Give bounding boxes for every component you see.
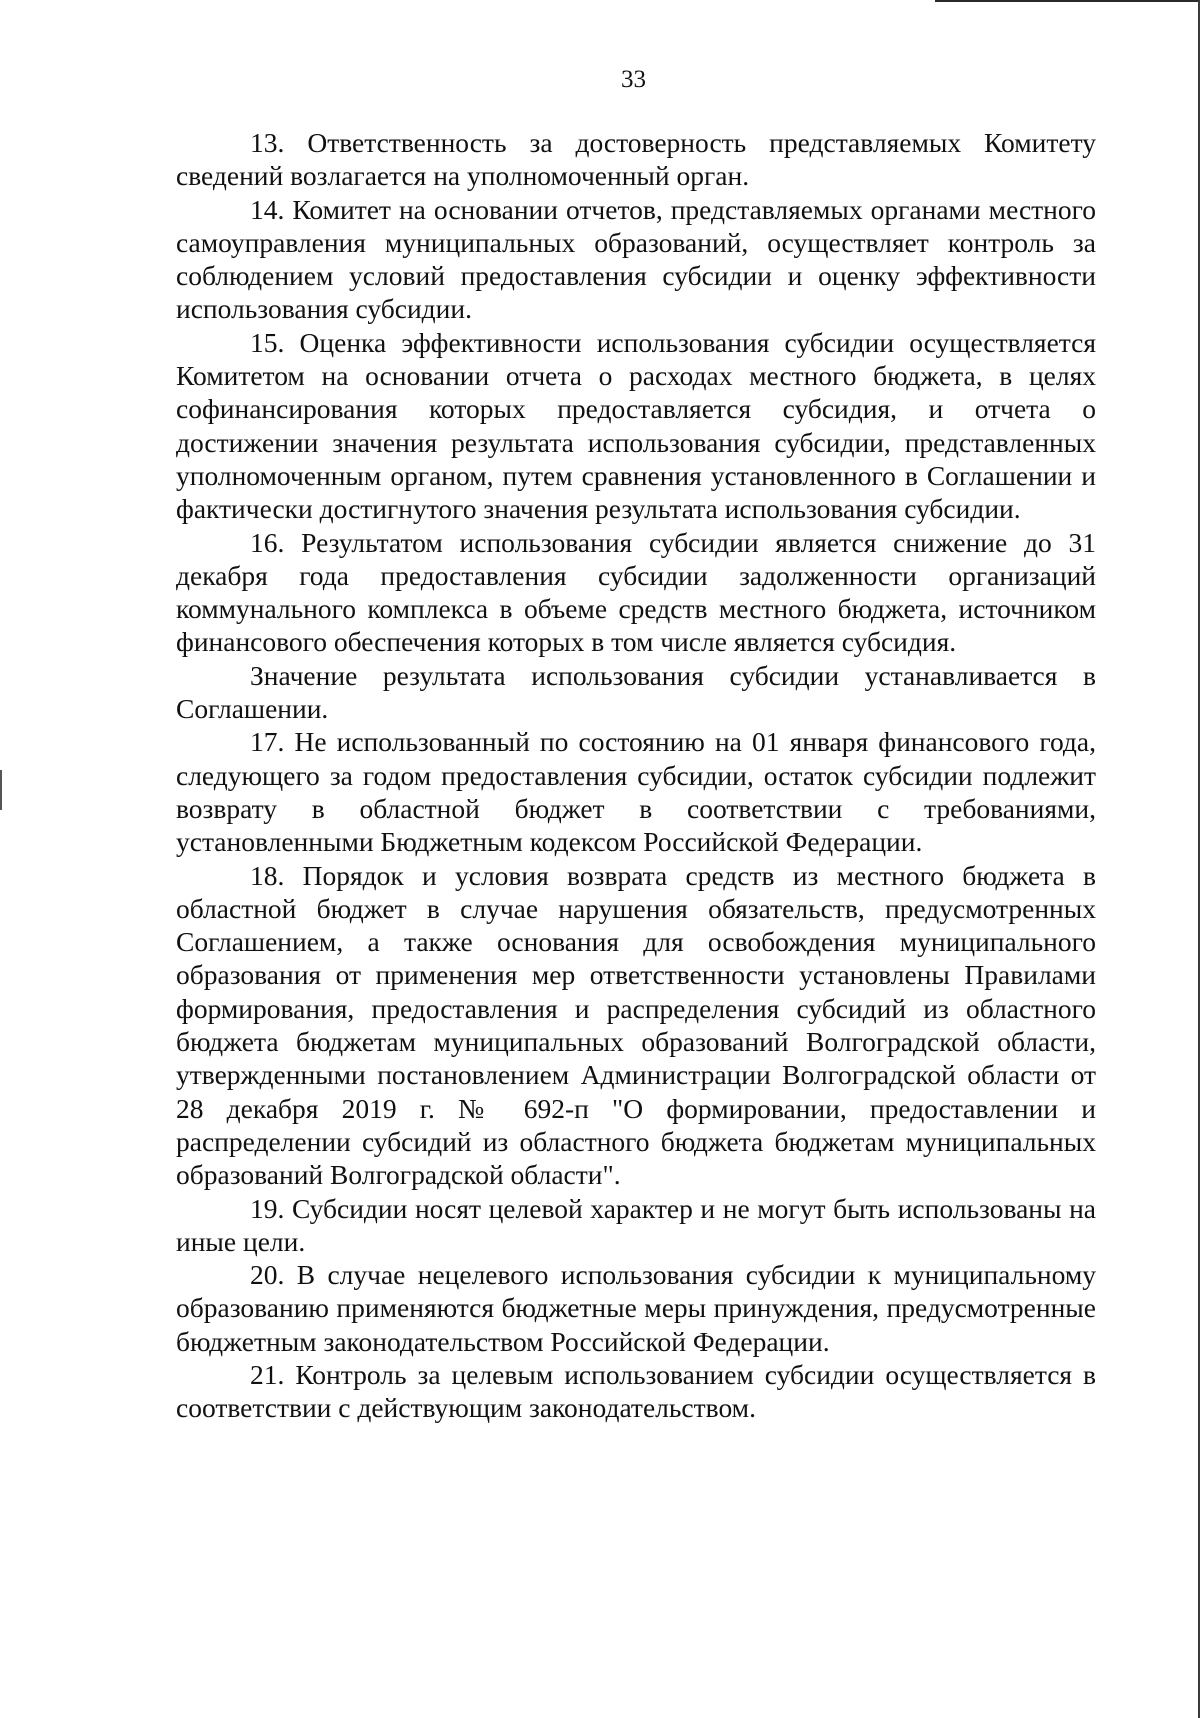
paragraph-13: 13. Ответственность за достоверность представляемых Комитету сведений возлагается на уполномоченный орган. [176, 127, 1096, 192]
paragraph-19: 19. Субсидии носят целевой характер и не могут быть использованы на иные цели. [176, 1192, 1096, 1257]
paragraph-18: 18. Порядок и условия возврата средств из местного бюджета в областной бюджет в случае нарушения обязательств, предусмотренных Соглашением, а также основания для освобождения муниципального образования от применения мер ответственности установлены Правилами формирования, предоставления и распределения субсидий из областного бюджета бюджетам муниципальных образований Волгоградской области, утвержденными постановлением Администрации Волгоградской области от 28 декабря 2019 г. № 692-п "О формировании, предоставлении и распределении субсидий из областного бюджета бюджетам муниципальных образований Волгоградской области". [176, 859, 1096, 1191]
page-number: 33 [621, 66, 646, 93]
scan-edge-top [935, 0, 1200, 2]
paragraph-21: 21. Контроль за целевым использованием субсидии осуществляется в соответствии с действующим законодательством. [176, 1358, 1096, 1424]
paragraph-20: 20. В случае нецелевого использования субсидии к муниципальному образованию применяются бюджетные меры принуждения, предусмотренные бюджетным законодательством Российской Федерации. [176, 1259, 1096, 1357]
paragraph-14: 14. Комитет на основании отчетов, представляемых органами местного самоуправления муниципальных образований, осуществляет контроль за соблюдением условий предоставления субсидии и оценку эффективности использования субсидии. [176, 193, 1096, 325]
paragraph-15: 15. Оценка эффективности использования субсидии осуществляется Комитетом на основании отчета о расходах местного бюджета, в целях софинансирования которых предоставляется субсидия, и отчета о достижении значения результата использования субсидии, представленных уполномоченным органом, путем сравнения установленного в Соглашении и фактически достигнутого значения результата использования субсидии. [176, 326, 1096, 525]
paragraph-17: 17. Не использованный по состоянию на 01 января финансового года, следующего за годом предоставления субсидии, остаток субсидии подлежит возврату в областной бюджет в соответствии с требованиями, установленными Бюджетным кодексом Российской Федерации. [176, 726, 1096, 858]
document-body [176, 126, 1096, 1425]
paragraph-16-result-value: Значение результата использования субсидии устанавливается в Соглашении. [176, 659, 1096, 725]
paragraph-16: 16. Результатом использования субсидии является снижение до 31 декабря года предоставления субсидии задолженности организаций коммунального комплекса в объеме средств местного бюджета, источником финансового обеспечения которых в том числе является субсидия. [176, 526, 1096, 658]
scan-edge-left [0, 770, 2, 810]
